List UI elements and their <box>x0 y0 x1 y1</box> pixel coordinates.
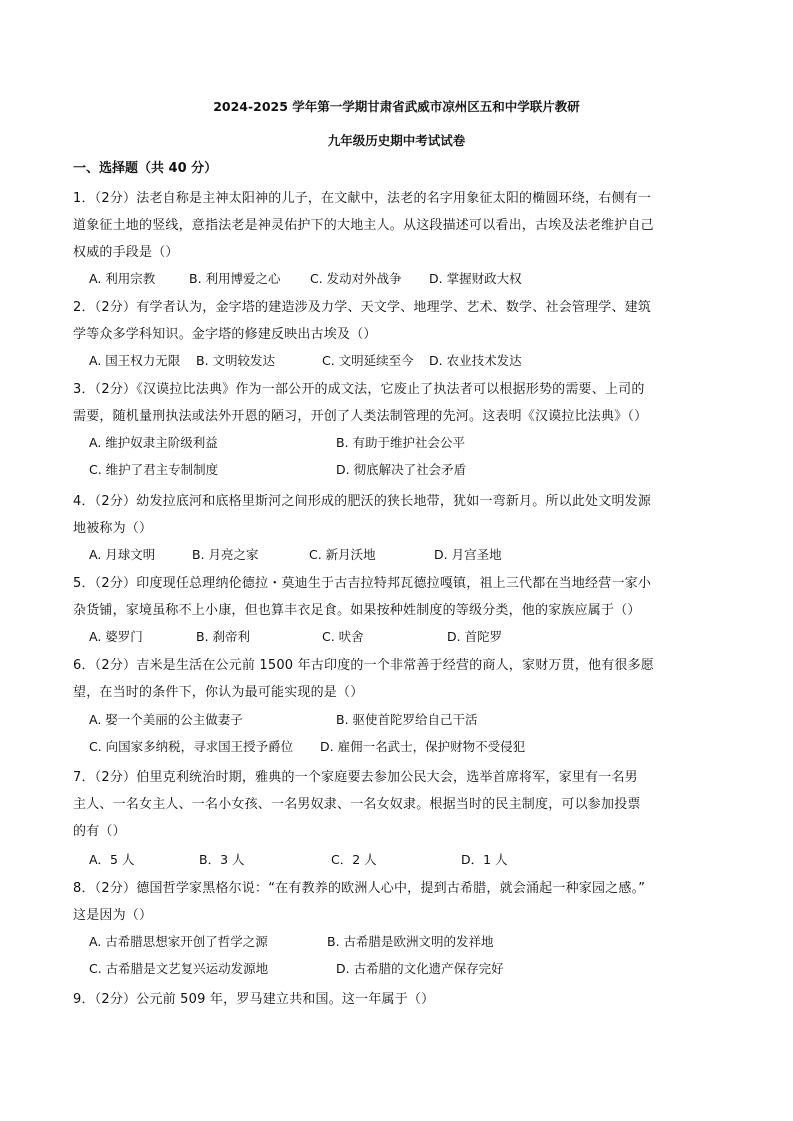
question-7-line-1: 7．（2分）伯里克利统治时期，雅典的一个家庭要去参加公民大会，选举首席将军，家里有一名男 <box>73 770 638 785</box>
question-3-line-2: 需要，随机量刑执法或法外开恩的陋习，开创了人类法制管理的先河。这表明《汉谟拉比法典》（） <box>73 409 648 424</box>
question-8-option-b: B. 古希腊是欧洲文明的发祥地 <box>327 934 494 949</box>
question-5-option-c: C. 吠舍 <box>322 629 364 644</box>
question-6-option-a: A. 娶一个美丽的公主做妻子 <box>89 712 243 727</box>
question-5-line-1: 5．（2分）印度现任总理纳伦德拉・莫迪生于古吉拉特邦瓦德拉嘎镇，祖上三代都在当地经营一家小 <box>73 576 652 591</box>
question-9-line-1: 9．（2分）公元前 509 年，罗马建立共和国。这一年属于（） <box>73 992 435 1007</box>
section-heading: 一、选择题（共 40 分） <box>73 161 218 176</box>
question-1-option-c: C. 发动对外战争 <box>310 271 402 286</box>
question-8-line-1: 8．（2分）德国哲学家黑格尔说：“在有教养的欧洲人心中，提到古希腊，就会涌起一种家园之感。” <box>73 881 646 896</box>
question-7-option-a: A．5 人 <box>89 852 135 867</box>
question-6-line-1: 6．（2分）吉米是生活在公元前 1500 年古印度的一个非常善于经营的商人，家财万贯，他有很多愿 <box>73 658 654 673</box>
question-8-option-d: D. 古希腊的文化遗产保存完好 <box>336 961 504 976</box>
question-8-line-2: 这是因为（） <box>73 908 153 923</box>
question-4-option-d: D. 月宫圣地 <box>434 547 502 562</box>
question-2-option-c: C. 文明延续至今 <box>322 353 414 368</box>
question-8-option-a: A. 古希腊思想家开创了哲学之源 <box>89 934 268 949</box>
question-1-line-2: 道象征土地的竖线，意指法老是神灵佑护下的大地主人。从这段描述可以看出，古埃及法老维护自己 <box>73 218 654 233</box>
question-2-line-2: 学等众多学科知识。金字塔的修建反映出古埃及（） <box>73 327 377 342</box>
question-1-line-3: 权威的手段是（） <box>73 245 179 260</box>
question-7-option-b: B．3 人 <box>199 852 245 867</box>
question-8-option-c: C. 古希腊是文艺复兴运动发源地 <box>89 961 269 976</box>
question-6-option-d: D. 雇佣一名武士，保护财物不受侵犯 <box>320 739 526 754</box>
question-2-line-1: 2．（2分）有学者认为，金字塔的建造涉及力学、天文学、地理学、艺术、数学、社会管理学、建筑 <box>73 300 652 315</box>
question-1-option-b: B. 利用博爱之心 <box>189 271 281 286</box>
question-3-line-1: 3．（2分）《汉谟拉比法典》作为一部公开的成文法，它废止了执法者可以根据形势的需要、上司的 <box>73 382 645 397</box>
question-3-option-c: C. 维护了君主专制制度 <box>89 462 219 477</box>
question-4-option-b: B. 月亮之家 <box>192 547 259 562</box>
question-5-option-a: A. 婆罗门 <box>89 629 143 644</box>
question-1-option-d: D. 掌握财政大权 <box>429 271 522 286</box>
question-6-option-b: B. 驱使首陀罗给自己干活 <box>336 712 478 727</box>
question-4-line-1: 4．（2分）幼发拉底河和底格里斯河之间形成的肥沃的狭长地带，犹如一弯新月。所以此处文明发源 <box>73 494 652 509</box>
question-3-option-d: D. 彻底解决了社会矛盾 <box>336 462 467 477</box>
question-7-line-3: 的有（） <box>73 824 126 839</box>
question-2-option-b: B. 文明较发达 <box>196 353 276 368</box>
question-1-line-1: 1．（2分）法老自称是主神太阳神的儿子，在文献中，法老的名字用象征太阳的椭圆环绕，右侧有一 <box>73 191 652 206</box>
question-5-line-2: 杂货铺，家境虽称不上小康，但也算丰衣足食。如果按种姓制度的等级分类，他的家族应属于（） <box>73 603 641 618</box>
question-5-option-b: B. 刹帝利 <box>196 629 251 644</box>
question-3-option-b: B. 有助于维护社会公平 <box>336 435 466 450</box>
question-4-option-a: A. 月球文明 <box>89 547 156 562</box>
question-7-line-2: 主人、一名女主人、一名小女孩、一名男奴隶、一名女奴隶。根据当时的民主制度，可以参加投票 <box>73 797 641 812</box>
question-2-option-d: D. 农业技术发达 <box>429 353 522 368</box>
exam-title-line1: 2024-2025 学年第一学期甘肃省武威市凉州区五和中学联片教研 <box>213 99 580 114</box>
question-4-option-c: C. 新月沃地 <box>309 547 376 562</box>
question-1-option-a: A. 利用宗教 <box>89 271 156 286</box>
exam-title-line2: 九年级历史期中考试试卷 <box>327 133 466 148</box>
question-6-line-2: 望，在当时的条件下，你认为最可能实现的是（） <box>73 685 364 700</box>
question-2-option-a: A. 国王权力无限 <box>89 353 181 368</box>
question-5-option-d: D. 首陀罗 <box>447 629 503 644</box>
question-4-line-2: 地被称为（） <box>73 521 153 536</box>
question-3-option-a: A. 维护奴隶主阶级利益 <box>89 435 218 450</box>
question-6-option-c: C. 向国家多纳税，寻求国王授予爵位 <box>89 739 294 754</box>
question-7-option-c: C．2 人 <box>331 852 377 867</box>
question-7-option-d: D．1 人 <box>461 852 508 867</box>
